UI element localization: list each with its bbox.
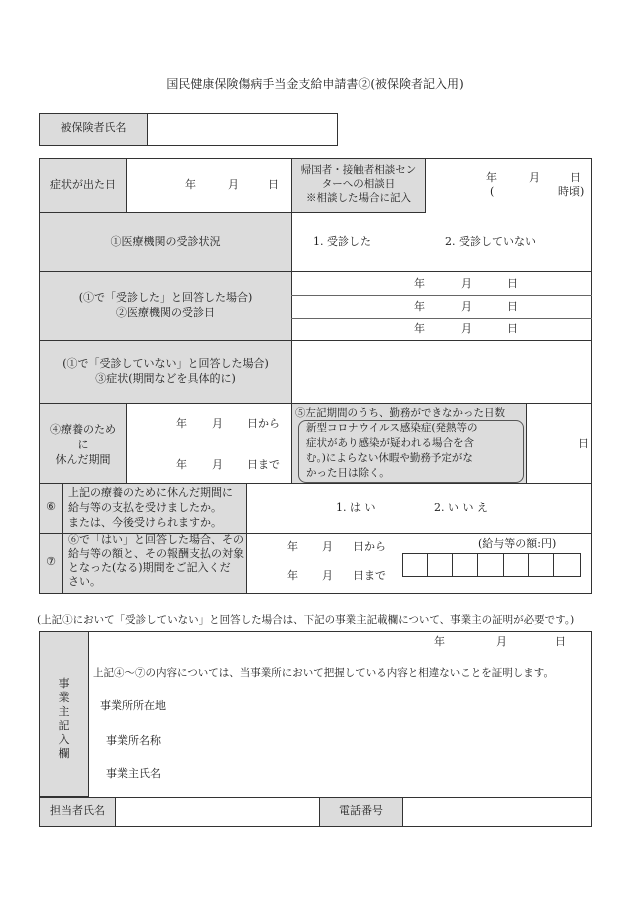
q7-to-month-unit: 月 — [322, 569, 333, 582]
symptom-month-unit: 月 — [228, 178, 239, 191]
q3-label-line2: ③症状(期間などを具体的に) — [95, 372, 236, 385]
q2-date2-year-unit: 年 — [414, 300, 425, 313]
employer-address-label: 事業所所在地 — [100, 699, 166, 712]
symptom-date-field[interactable] — [127, 159, 291, 212]
amount-digit-box[interactable] — [503, 553, 529, 577]
employer-side-label-4: 記 — [58, 719, 70, 732]
phone-field[interactable] — [404, 799, 590, 826]
amount-digit-box[interactable] — [553, 553, 581, 577]
symptom-year-unit: 年 — [185, 178, 196, 191]
staff-name-field[interactable] — [117, 799, 319, 826]
q2-date1-year-unit: 年 — [414, 277, 425, 290]
consult-center-line1: 帰国者・接触者相談セン — [300, 164, 417, 176]
q5-note-line4: かった日は除く。 — [306, 467, 390, 479]
q7-label-line1: ⑥で「はい」と回答した場合、その — [68, 533, 244, 546]
consult-center-line2: ターへの相談日 — [321, 178, 396, 190]
consult-center-line3: ※相談した場合に記入 — [306, 192, 411, 204]
q6-label-line1: 上記の療養のために休んだ期間に — [68, 486, 233, 499]
q2-label-line1: (①で「受診した」と回答した場合) — [78, 291, 253, 304]
q6-option-no[interactable]: 2. い い え — [434, 501, 488, 514]
amount-digit-box[interactable] — [402, 553, 428, 577]
q2-date3-day-unit: 日 — [507, 322, 518, 335]
consult-time-close: 時頃) — [558, 185, 585, 198]
q7-number: ⑦ — [46, 555, 56, 568]
employer-owner-label: 事業主氏名 — [106, 767, 161, 780]
consult-year-unit: 年 — [486, 171, 497, 184]
q2-date2-month-unit: 月 — [461, 300, 472, 313]
q7-to-day-unit: 日まで — [353, 569, 386, 582]
insured-name-label: 被保険者氏名 — [60, 121, 127, 134]
q6-label-line2: 給与等の支払を受けましたか。 — [68, 501, 222, 514]
employer-owner-field[interactable] — [180, 763, 585, 787]
consult-month-unit: 月 — [529, 171, 540, 184]
q5-note-line1: 新型コロナウイルス感染症(発熱等の — [306, 422, 478, 434]
q2-date-1[interactable] — [292, 273, 591, 294]
q2-date1-month-unit: 月 — [461, 277, 472, 290]
q7-label-line4: さい。 — [68, 575, 101, 588]
consult-day-unit: 日 — [570, 171, 581, 184]
amount-digit-box[interactable] — [452, 553, 478, 577]
q4-to-day-unit: 日まで — [247, 458, 280, 471]
q4-from-month-unit: 月 — [212, 417, 223, 430]
q7-from-day-unit: 日から — [353, 540, 386, 553]
q7-from-year-unit: 年 — [287, 540, 298, 553]
staff-name-label: 担当者氏名 — [50, 804, 105, 817]
employer-side-label-5: 入 — [58, 733, 70, 746]
row-divider — [39, 797, 592, 798]
row-divider — [291, 271, 592, 272]
row-divider — [291, 340, 592, 341]
amount-digit-box[interactable] — [477, 553, 504, 577]
q3-symptom-field[interactable] — [292, 342, 591, 402]
q2-date3-year-unit: 年 — [414, 322, 425, 335]
consult-time-open: ( — [490, 185, 495, 198]
employer-year-unit: 年 — [434, 635, 445, 648]
q1-option-2[interactable]: 2. 受診していない — [445, 235, 536, 248]
q7-to-year-unit: 年 — [287, 569, 298, 582]
employer-name-label: 事業所名称 — [106, 734, 161, 747]
q1-option-1[interactable]: 1. 受診した — [313, 235, 371, 248]
employer-side-label-1: 事 — [58, 677, 70, 690]
q7-amount-label: (給与等の額:円) — [478, 537, 557, 550]
amount-digit-box[interactable] — [427, 553, 453, 577]
phone-label: 電話番号 — [339, 804, 383, 817]
q4-to-year-unit: 年 — [176, 458, 187, 471]
q7-from-month-unit: 月 — [322, 540, 333, 553]
q4-from-year-unit: 年 — [176, 417, 187, 430]
q7-label-line3: となった(なる)期間をご記入くだ — [68, 561, 231, 574]
employer-day-unit: 日 — [555, 635, 566, 648]
q4-label-line3: 休んだ期間 — [55, 453, 111, 466]
page-title: 国民健康保険傷病手当金支給申請書②(被保険者記入用) — [166, 77, 464, 91]
employer-address-field[interactable] — [180, 695, 585, 719]
q5-note-line2: 症状があり感染が疑われる場合を含 — [306, 437, 474, 449]
employer-certify-text: 上記④～⑦の内容については、当事業所において把握している内容と相違ないことを証明します。 — [93, 667, 554, 679]
insured-name-field[interactable] — [147, 113, 338, 146]
symptom-date-label: 症状が出た日 — [50, 178, 116, 191]
q2-date2-day-unit: 日 — [507, 300, 518, 313]
q2-label-line2: ②医療機関の受診日 — [116, 306, 215, 319]
q2-date-2[interactable] — [292, 296, 591, 317]
employer-name-field[interactable] — [180, 730, 585, 754]
q4-label-line2: に — [77, 438, 89, 451]
employer-month-unit: 月 — [496, 635, 507, 648]
q2-date1-day-unit: 日 — [507, 277, 518, 290]
employer-side-label-3: 主 — [58, 705, 70, 718]
employer-side-label-6: 欄 — [58, 747, 70, 760]
q4-to-month-unit: 月 — [212, 458, 223, 471]
q6-number: ⑥ — [46, 500, 56, 513]
q1-label: ①医療機関の受診状況 — [110, 235, 221, 248]
employer-note: (上記①において「受診していない」と回答した場合は、下記の事業主記載欄について、事業主の証明が必要です。) — [37, 614, 575, 626]
q3-label-line1: (①で「受診していない」と回答した場合) — [62, 357, 269, 370]
amount-digit-box[interactable] — [528, 553, 554, 577]
q5-label: ⑤左記期間のうち、勤務ができなかった日数 — [295, 407, 505, 419]
q4-from-day-unit: 日から — [247, 417, 280, 430]
q5-note-line3: む。)によらない休暇や勤務予定がな — [306, 452, 473, 464]
q2-date-3[interactable] — [292, 319, 591, 339]
q6-label-line3: または、今後受けられますか。 — [68, 516, 222, 529]
q5-day-unit: 日 — [578, 437, 589, 450]
employer-side-label-2: 業 — [58, 691, 70, 704]
q2-date3-month-unit: 月 — [461, 322, 472, 335]
q6-option-yes[interactable]: 1. は い — [336, 501, 376, 514]
symptom-day-unit: 日 — [268, 178, 279, 191]
q4-label-line1: ④療養のため — [50, 423, 116, 436]
q7-label-line2: 給与等の額と、その報酬支払の対象 — [68, 547, 244, 560]
